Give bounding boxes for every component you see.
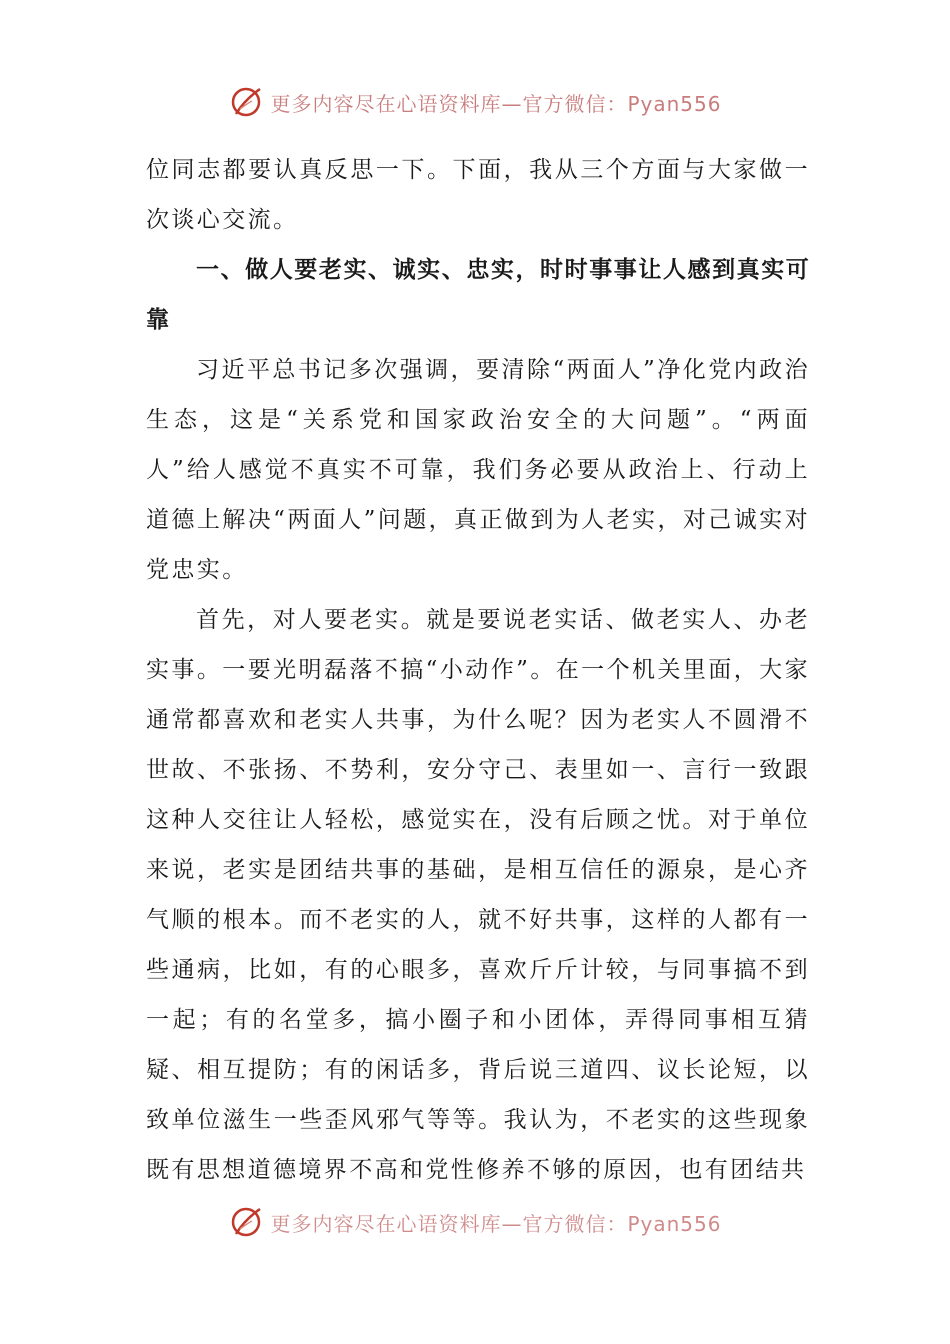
paragraph: 首先，对人要老实。就是要说老实话、做老实人、办老实事。一要光明磊落不搞“小动作”。在一个机关里面，大家通常都喜欢和老实人共事，为什么呢？因为老实人不圆滑不世故、不张扬、不势利，安分守己、表里如一、言行一致跟这种人交往让人轻松，感觉实在，没有后顾之忧。对于单位来说，老实是团结共事的基础，是相互信任的源泉，是心齐气顺的根本。而不老实的人，就不好共事，这样的人都有一些通病，比如，有的心眼多，喜欢斤斤计较，与同事搞不到一起；有的名堂多，搞小圈子和小团体，弄得同事相互猜疑、相互提防；有的闲话多，背后说三道四、议长论短，以致单位滋生一些歪风邪气等等。我认为，不老实的这些现象既有思想道德境界不高和党性修养不够的原因，也有团结共 <box>146 607 810 1183</box>
header-watermark <box>0 82 950 122</box>
paragraph: 习近平总书记多次强调，要清除“两面人”净化党内政治生态，这是“关系党和国家政治安全的大问题”。“两面人”给人感觉不真实不可靠，我们务必要从政治上、行动上道德上解决“两面人”问题，真正做到为人老实，对己诚实对党忠实。 <box>146 357 810 583</box>
watermark-text: 更多内容尽在心语资料库—官方微信：Pyan556 <box>270 91 722 116</box>
paragraph-continuation: 位同志都要认真反思一下。下面，我从三个方面与大家做一次谈心交流。 <box>146 157 810 233</box>
footer-watermark <box>0 1202 950 1242</box>
watermark-text: 更多内容尽在心语资料库—官方微信：Pyan556 <box>270 1211 722 1236</box>
section-heading: 一、做人要老实、诚实、忠实，时时事事让人感到真实可靠 <box>146 257 810 333</box>
document-body <box>146 145 810 1195</box>
quill-logo-icon <box>228 1204 264 1240</box>
quill-logo-icon <box>228 84 264 120</box>
